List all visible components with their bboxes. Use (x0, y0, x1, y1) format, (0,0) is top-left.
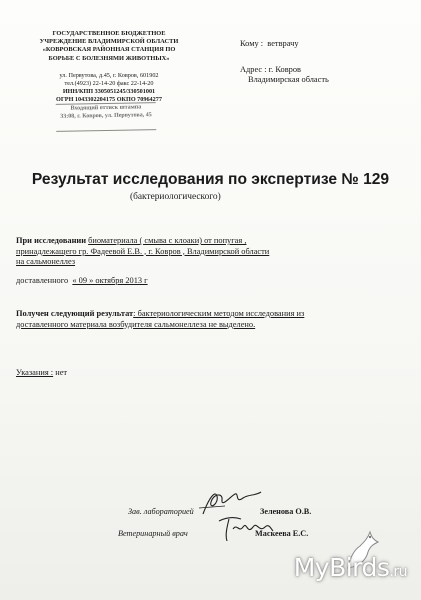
delivered-date: « 09 » октября 2013 г (72, 276, 148, 285)
org-address: ул. Первутова, д.45, г. Ковров, 601902 (59, 72, 159, 79)
org-line: УЧРЕЖДЕНИЕ ВЛАДИМИРСКОЙ ОБЛАСТИ (39, 38, 179, 46)
document-title: Результат исследования по экспертизе № 129 (31, 171, 390, 188)
result-line: : бактериологическим методом исследования из (133, 309, 305, 318)
notes-value: нет (55, 368, 68, 377)
lab-head-name: Зеленова О.В. (260, 507, 312, 516)
org-phone: тел.(4923) 22-14-20 факс 22-14-20 (64, 80, 154, 88)
delivered-line (16, 276, 148, 287)
vet-signature (215, 513, 275, 545)
org-line: «КОВРОВСКАЯ РАЙОННАЯ СТАНЦИЯ ПО (42, 46, 176, 54)
org-contacts (14, 72, 204, 88)
document-subtitle: (бактериологического) (130, 192, 221, 202)
recipient-to (240, 39, 299, 48)
vet-label: Ветеринарный врач (118, 529, 188, 538)
stamp-line: 33:08, г. Ковров, ул. Первутова, 45 (60, 112, 152, 120)
result-label: Получен следующий результат (16, 309, 134, 318)
notes-label: Указания : (16, 368, 54, 377)
research-line: биоматериала ( смыва с клоаки) от попугая , (88, 236, 247, 245)
result-line: доставленного материала возбудителя сальмонеллеза не выделено. (16, 319, 256, 329)
stamp-line: Входящий оттиск штампа (70, 104, 142, 112)
watermark (294, 553, 407, 582)
watermark-suffix: .ru (389, 564, 407, 580)
org-ogrn: ОГРН 1043302204175 ОКПО 70964277 (56, 96, 162, 104)
address-label: Адрес : (240, 65, 267, 74)
address-region: Владимирская область (248, 75, 329, 84)
research-line: на сальмонеллез (16, 257, 76, 267)
research-label: При исследовании (16, 236, 87, 245)
to-value: ветврачу (267, 39, 299, 48)
notes-line (16, 368, 67, 379)
delivered-label: доставленного (16, 276, 69, 285)
vet-name: Маскеева Е.С. (255, 529, 309, 538)
recipient-address (240, 65, 329, 85)
to-label: Кому : (240, 39, 264, 48)
org-line: ГОСУДАРСТВЕННОЕ БЮДЖЕТНОЕ (52, 30, 166, 37)
organization-name (14, 30, 204, 63)
watermark-text: MyBirds (293, 553, 390, 582)
research-paragraph (16, 236, 269, 268)
result-paragraph (16, 309, 304, 330)
stamp-imprint (56, 102, 156, 132)
research-line: принадлежащего гр. Фадеевой Е.В. , г. Ковров , Владимирской области (16, 246, 270, 256)
org-line: БОРЬБЕ С БОЛЕЗНЯМИ ЖИВОТНЫХ» (48, 54, 170, 62)
address-city: г. Ковров (268, 65, 301, 74)
org-inn: ИНН/КПП 3305051245/330501001 (62, 88, 156, 95)
lab-head-label: Зав. лабораторией (128, 507, 194, 516)
